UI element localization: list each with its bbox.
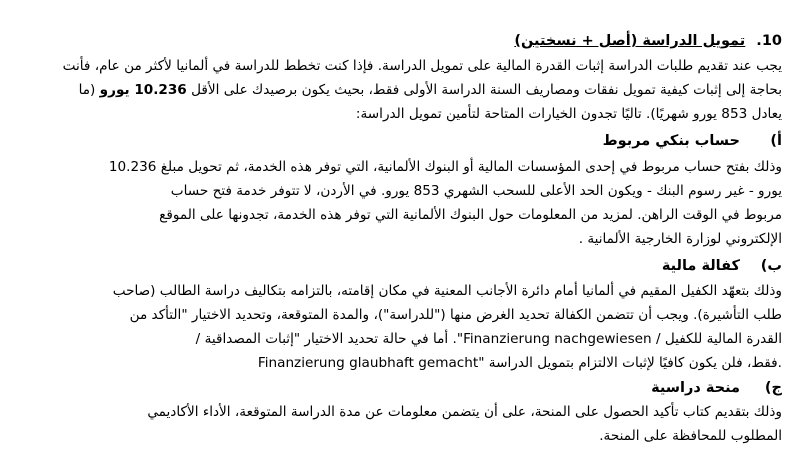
item-a-line-4: الإلكتروني لوزارة الخارجية الألمانية . <box>578 231 782 247</box>
intro-line-2-tail: (ما <box>78 82 100 98</box>
section-number: 10. <box>756 33 782 49</box>
item-c-line-2: المطلوب للمحافظة على المنحة. <box>599 428 782 444</box>
item-b-line-4: Finanzierung glaubhaft gemacht" فقط، فلن يكون كافيًا لإثبات الالتزام بتمويل الدراسة. <box>257 355 782 371</box>
intro-line-3: يعادل 853 يورو شهريًا). تاليًا تجدون الخيارات المتاحة لتأمين تمويل الدراسة: <box>355 106 782 122</box>
intro-line-2-text: بحاجة إلى إثبات كيفية تمويل نفقات ومصاريف السنة الدراسة الأولى فقط، بحيث يكون برصيدك على الأقل <box>186 82 782 98</box>
intro-line-2 <box>79 80 782 100</box>
item-a-line-1: وذلك بفتح حساب مربوط في إحدى المؤسسات المالية أو البنوك الألمانية، التي توفر هذه الخدمة، ثم تحويل مبلغ 10.236 <box>108 159 782 175</box>
item-a-line-3: مربوط في الوقت الراهن. لمزيد من المعلومات حول البنوك الألمانية التي توفر هذه الخدمة، تجدونها على الموقع <box>159 207 782 223</box>
item-a-line-2: يورو - غير رسوم البنك - ويكون الحد الأعلى للسحب الشهري 853 يورو. في الأردن، لا تتوفر خدمة فتح حساب <box>170 183 782 199</box>
intro-line-1: يجب عند تقديم طلبات الدراسة إثبات القدرة المالية على تمويل الدراسة. فإذا كنت تخطط للدراسة في ألمانيا لأكثر من عام، فأنت <box>62 58 782 74</box>
item-c-marker: ج) <box>764 380 782 396</box>
item-b-line-1: وذلك بتعهّد الكفيل المقيم في ألمانيا أمام دائرة الأجانب المعنية في مكان إقامته، بالتزامه بتكاليف دراسة الطالب (صاحب <box>112 283 782 299</box>
section-heading <box>514 31 782 51</box>
item-b-line-2: طلب التأشيرة). ويجب أن تتضمن الكفالة تحديد الغرض منها ("للدراسة")، والمدة المتوقعة، وتحديد الاختيار "التأكد من <box>129 307 782 323</box>
item-c-title: منحة دراسية <box>651 380 740 396</box>
item-a-title: حساب بنكي مربوط <box>602 133 740 149</box>
section-title: تمويل الدراسة (أصل + نسختين) <box>514 33 746 49</box>
intro-amount: 10.236 يورو <box>99 82 187 98</box>
item-b-title: كفالة مالية <box>661 258 740 274</box>
item-b-line-3: القدرة المالية للكفيل / Finanzierung nachgewiesen". أما في حالة تحديد الاختيار "إثبات المصداقية / <box>195 331 782 347</box>
item-c-line-1: وذلك بتقديم كتاب تأكيد الحصول على المنحة، على أن يتضمن معلومات عن مدة الدراسة المتوقعة، الأداء الأكاديمي <box>147 404 782 420</box>
item-b-marker: ب) <box>760 258 782 274</box>
item-a-marker: أ) <box>770 133 782 149</box>
